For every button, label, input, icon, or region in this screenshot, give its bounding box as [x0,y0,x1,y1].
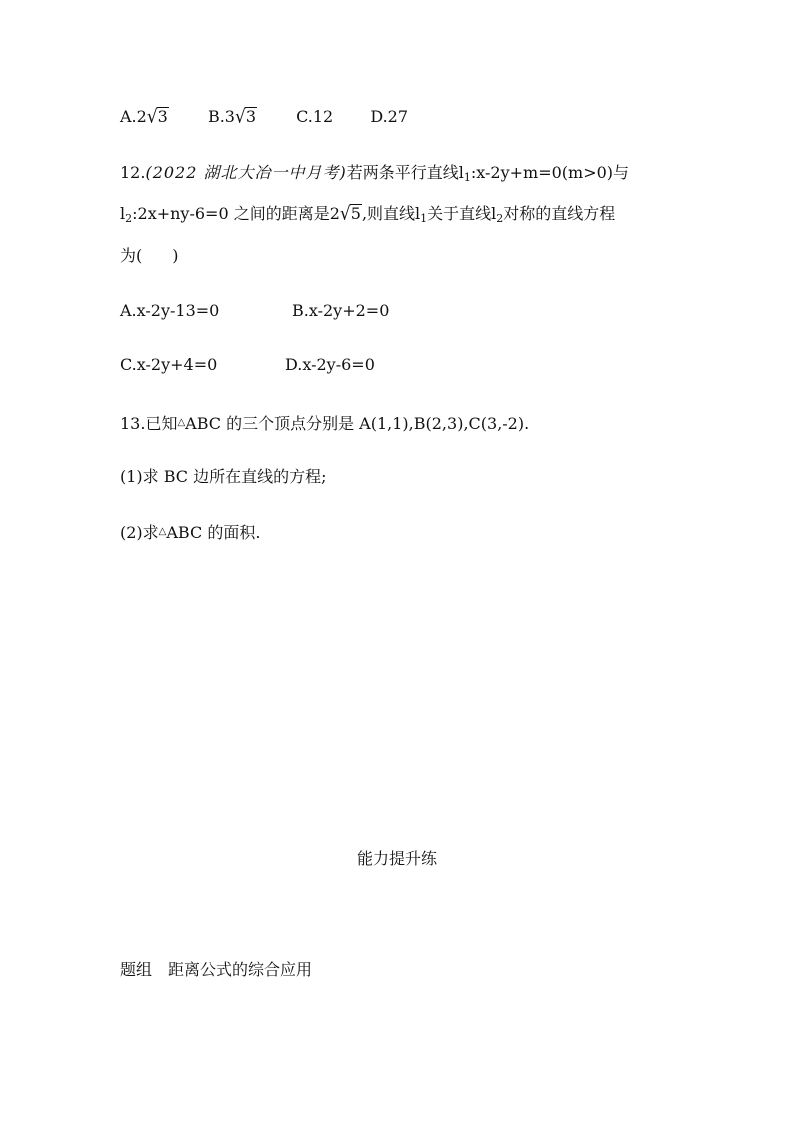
q12-option-a: A.x-2y-13=0 [120,301,220,320]
q12-distance-coefficient: 2 [329,204,340,223]
q12-line3-close-paren: ) [172,246,179,265]
q11-option-b [208,106,257,128]
q12-subscript-1: 1 [463,171,471,184]
q13-stem [120,412,529,435]
q12-stem-line-2 [120,203,615,225]
q12-text-2: :x-2y+m=0(m>0)与 [470,163,630,182]
q12-options-row-1 [120,300,389,322]
q12-stem-line-1 [120,162,629,184]
q12-text-1: 若两条平行直线l [346,163,464,182]
q12-l2-letter: l [120,204,126,223]
q13-part2-text: ABC 的面积. [166,523,261,542]
q13-part2-prefix: (2)求 [120,523,159,542]
q11-option-b-radicand: 3 [245,107,257,126]
q13-prefix: 13.已知 [120,414,178,433]
q12-line2-subscript-3: 2 [496,212,504,225]
sqrt-symbol: √3 [234,106,257,128]
q12-l2-subscript: 2 [125,212,133,225]
sqrt-symbol: √5 [339,203,361,225]
q11-option-d: D.27 [370,107,409,126]
q12-option-d: D.x-2y-6=0 [285,355,375,374]
q12-stem-line-3 [120,245,179,267]
q12-line2-text-4: 对称的直线方程 [503,204,616,223]
q12-distance-radicand: 5 [350,204,361,223]
q11-option-a-radicand: 3 [157,107,168,126]
q11-option-c: C.12 [296,107,334,126]
q12-line3-text: 为( [120,246,143,265]
section-title: 能力提升练 [356,849,437,868]
group-heading: 题组 距离公式的综合应用 [120,960,313,979]
q11-option-b-prefix: B.3 [207,107,235,126]
q12-number: 12. [120,163,146,182]
q13-text: ABC 的三个顶点分别是 A(1,1),B(2,3),C(3,-2). [185,414,530,433]
q12-line2-subscript-2: 1 [420,212,428,225]
q12-line2-text-2: ,则直线l [361,204,421,223]
q11-option-a-prefix: A.2 [120,107,147,126]
q11-option-a [120,106,169,128]
q12-options-row-2 [120,354,375,376]
q12-line2-text-1: :2x+ny-6=0 之间的距离是 [132,204,330,223]
q13-part-1: (1)求 BC 边所在直线的方程; [120,467,327,486]
triangle-symbol: △ [177,417,186,428]
sqrt-symbol: √3 [146,106,168,128]
q13-part-2 [120,521,260,544]
triangle-symbol: △ [158,526,167,537]
q12-option-c: C.x-2y+4=0 [120,355,218,374]
q12-line2-text-3: 关于直线l [427,204,497,223]
q11-options [120,106,408,128]
q12-source: (2022 湖北大冶一中月考) [145,163,347,182]
q12-option-b: B.x-2y+2=0 [292,301,390,320]
